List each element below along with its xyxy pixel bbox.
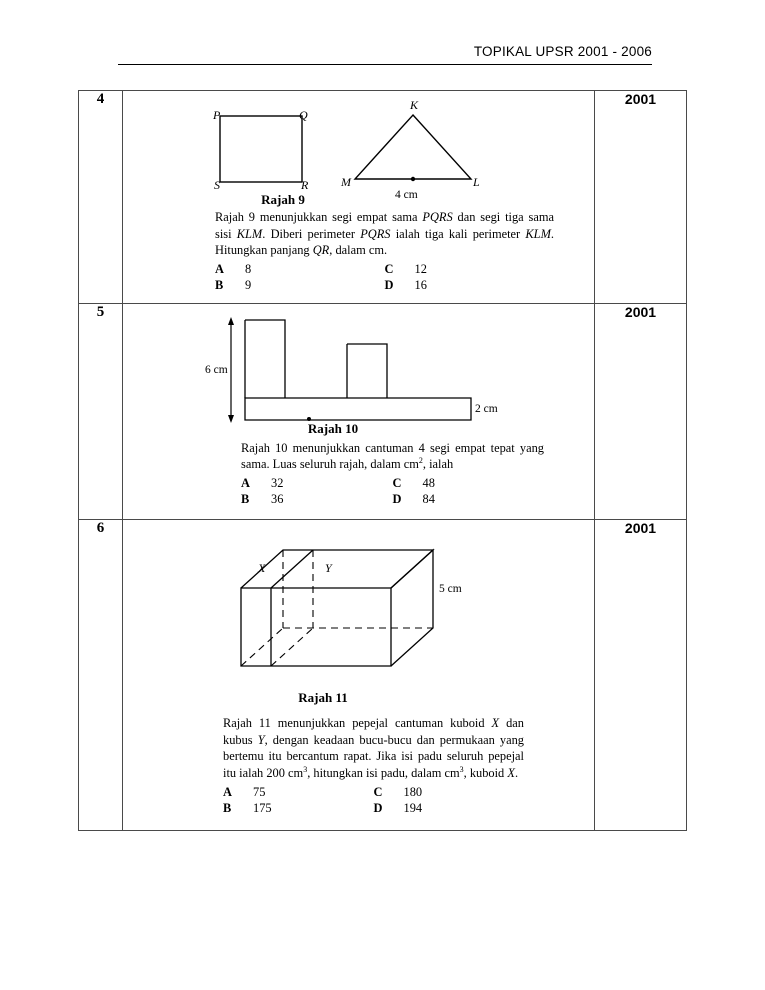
- option-value-c: 48: [422, 476, 435, 491]
- option-value-b: 175: [253, 800, 272, 815]
- question-year: 2001: [595, 91, 687, 304]
- option-key-d: D: [392, 492, 402, 507]
- composite-rectangles-shape: [223, 314, 503, 424]
- dimension-label-4cm: 4 cm: [395, 189, 418, 201]
- figure-caption-rajah-11: Rajah 11: [298, 690, 348, 706]
- option-value-d: 84: [422, 492, 435, 507]
- page-header-title: TOPIKAL UPSR 2001 - 2006: [118, 44, 652, 65]
- option-value-a: 32: [271, 476, 284, 491]
- figure-caption-rajah-10: Rajah 10: [307, 420, 359, 436]
- vertex-label-r: R: [301, 178, 309, 192]
- table-row: [79, 91, 687, 304]
- question-body: [123, 520, 595, 831]
- table-row: [79, 303, 687, 519]
- question-number: 4: [79, 91, 123, 304]
- option-value-b: 9: [245, 277, 252, 292]
- question-body: [123, 303, 595, 519]
- question-year: 2001: [595, 520, 687, 831]
- vertex-label-k: K: [410, 98, 419, 112]
- dimension-label-2cm: 2 cm: [475, 402, 498, 415]
- answer-options: [223, 785, 524, 816]
- option-key-a: A: [241, 476, 250, 491]
- answer-options: [241, 476, 544, 507]
- option-value-a: 75: [253, 784, 266, 799]
- answer-options: [215, 262, 554, 293]
- vertex-label-p: P: [213, 108, 221, 122]
- question-text: Rajah 10 menunjukkan cantuman 4 segi empat tepat yang sama. Luas seluruh rajah, dalam $cm^2$, ialah: [241, 440, 544, 472]
- question-number: 6: [79, 520, 123, 831]
- option-key-c: C: [384, 261, 394, 276]
- option-key-d: D: [373, 800, 383, 815]
- dimension-label-5cm: 5 cm: [439, 583, 462, 596]
- option-key-a: A: [215, 261, 224, 276]
- table-row: [79, 520, 687, 831]
- question-text: Rajah 9 menunjukkan segi empat sama PQRS dan segi tiga sama sisi KLM. Diberi perimeter PQRS ialah tiga kali perimeter KLM. Hitungkan panjang QR, dalam cm.: [215, 210, 555, 258]
- option-value-d: 16: [414, 277, 427, 292]
- option-value-c: 180: [403, 784, 423, 799]
- dimension-label-6cm: 6 cm: [205, 363, 228, 376]
- square-pqrs-shape: [213, 108, 335, 191]
- option-key-b: B: [223, 800, 232, 815]
- vertex-label-l: L: [473, 175, 480, 189]
- region-label-y: Y: [325, 561, 332, 576]
- figure-rajah-9: [123, 97, 594, 205]
- option-value-c: 12: [414, 261, 427, 276]
- option-value-d: 194: [403, 800, 423, 815]
- triangle-klm-shape: [345, 107, 485, 193]
- option-key-b: B: [215, 277, 224, 292]
- figure-caption-rajah-9: Rajah 9: [261, 192, 305, 207]
- option-value-a: 8: [245, 261, 252, 276]
- option-key-a: A: [223, 784, 232, 799]
- option-key-c: C: [373, 784, 383, 799]
- vertex-label-q: Q: [299, 108, 308, 122]
- region-label-x: X: [258, 561, 266, 576]
- figure-rajah-10: [123, 314, 594, 436]
- question-body: [123, 91, 595, 304]
- option-value-b: 36: [271, 492, 284, 507]
- question-year: 2001: [595, 303, 687, 519]
- questions-table: [78, 90, 687, 831]
- option-key-b: B: [241, 492, 250, 507]
- option-key-c: C: [392, 476, 402, 491]
- question-text: Rajah 11 menunjukkan pepejal cantuman kuboid X dan kubus Y, dengan keadaan bucu-bucu dan permukaan yang bertemu itu bercantum rapat. Jika isi padu seluruh pepejal itu ialah 200 $cm^3$, hitungkan isi padu, dalam $cm^3$, kuboid X.: [223, 716, 524, 781]
- vertex-label-s: S: [214, 178, 220, 192]
- option-key-d: D: [384, 277, 394, 292]
- vertex-label-m: M: [341, 175, 351, 189]
- figure-rajah-11: [123, 538, 594, 713]
- question-number: 5: [79, 303, 123, 519]
